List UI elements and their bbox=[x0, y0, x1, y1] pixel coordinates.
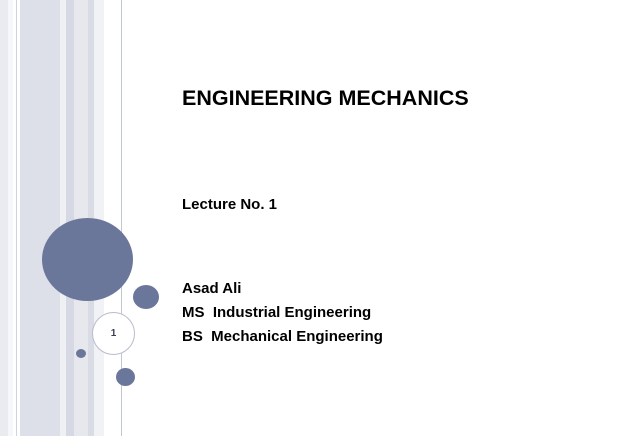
tiny-decorative-circle bbox=[76, 349, 86, 358]
decorative-stripe bbox=[0, 0, 8, 436]
page-number: 1 bbox=[110, 328, 117, 339]
page-number-badge bbox=[92, 312, 135, 355]
slide-title: ENGINEERING MECHANICS bbox=[182, 86, 469, 110]
small-decorative-circle bbox=[116, 368, 135, 386]
decorative-stripe bbox=[66, 0, 74, 436]
large-decorative-circle bbox=[42, 218, 133, 301]
decorative-stripe bbox=[8, 0, 13, 436]
author-block bbox=[182, 277, 383, 349]
author-name: Asad Ali bbox=[182, 280, 242, 297]
decorative-stripe bbox=[20, 0, 60, 436]
author-degree-ms: MS Industrial Engineering bbox=[182, 304, 372, 321]
divider-line bbox=[16, 0, 17, 436]
small-decorative-circle bbox=[133, 285, 159, 309]
lecture-number: Lecture No. 1 bbox=[182, 196, 278, 213]
author-degree-bs: BS Mechanical Engineering bbox=[182, 328, 383, 345]
